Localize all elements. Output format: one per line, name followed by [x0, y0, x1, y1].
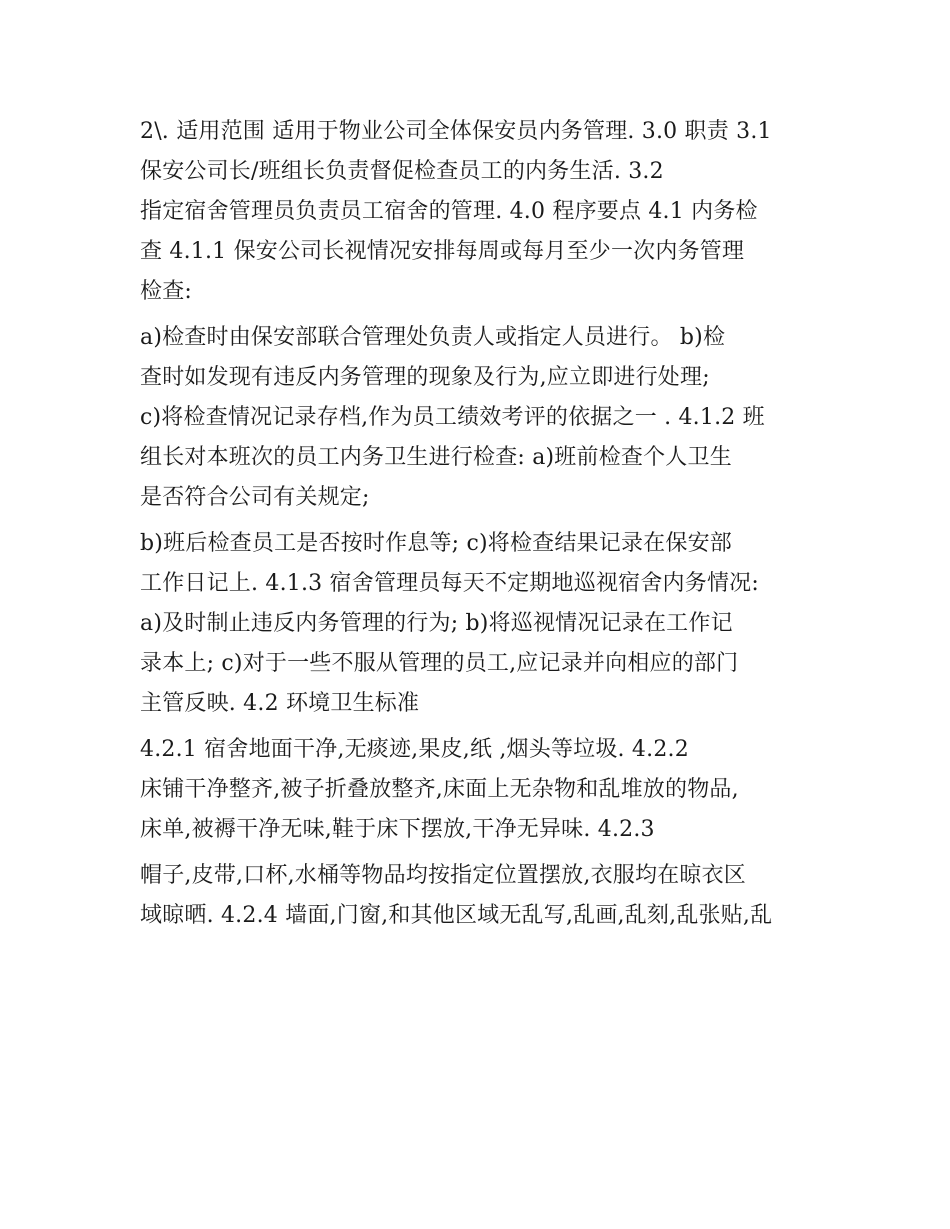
text-line: 2\. 适用范围 适用于物业公司全体保安员内务管理. 3.0 职责 3.1 — [140, 119, 772, 144]
text-line: 是否符合公司有关规定; — [140, 485, 370, 510]
text-line: 查时如发现有违反内务管理的现象及行为,应立即进行处理; — [140, 365, 710, 390]
document-body — [140, 112, 820, 936]
text-line: a)检查时由保安部联合管理处负责人或指定人员进行。 b)检 — [140, 325, 726, 350]
text-line: 检查: — [140, 279, 193, 304]
text-line: 指定宿舍管理员负责员工宿舍的管理. 4.0 程序要点 4.1 内务检 — [140, 199, 758, 224]
text-line: 工作日记上. 4.1.3 宿舍管理员每天不定期地巡视宿舍内务情况: — [140, 571, 759, 596]
text-line: 录本上; c)对于一些不服从管理的员工,应记录并向相应的部门 — [140, 651, 739, 676]
text-line: 组长对本班次的员工内务卫生进行检查: a)班前检查个人卫生 — [140, 445, 732, 470]
text-line: 4.2.1 宿舍地面干净,无痰迹,果皮,纸 ,烟头等垃圾. 4.2.2 — [140, 737, 689, 762]
text-line: 帽子,皮带,口杯,水桶等物品均按指定位置摆放,衣服均在晾衣区 — [140, 863, 746, 888]
text-line: 床铺干净整齐,被子折叠放整齐,床面上无杂物和乱堆放的物品, — [140, 777, 739, 802]
text-line: 查 4.1.1 保安公司长视情况安排每周或每月至少一次内务管理 — [140, 239, 745, 264]
text-line: a)及时制止违反内务管理的行为; b)将巡视情况记录在工作记 — [140, 611, 733, 636]
text-line: 域晾晒. 4.2.4 墙面,门窗,和其他区域无乱写,乱画,乱刻,乱张贴,乱 — [140, 903, 773, 928]
text-line: 床单,被褥干净无味,鞋于床下摆放,干净无异味. 4.2.3 — [140, 817, 655, 842]
text-line: c)将检查情况记录存档,作为员工绩效考评的依据之一 . 4.1.2 班 — [140, 405, 765, 430]
text-line: 主管反映. 4.2 环境卫生标准 — [140, 691, 420, 716]
text-line: b)班后检查员工是否按时作息等; c)将检查结果记录在保安部 — [140, 531, 732, 556]
text-line: 保安公司长/班组长负责督促检查员工的内务生活. 3.2 — [140, 159, 664, 184]
